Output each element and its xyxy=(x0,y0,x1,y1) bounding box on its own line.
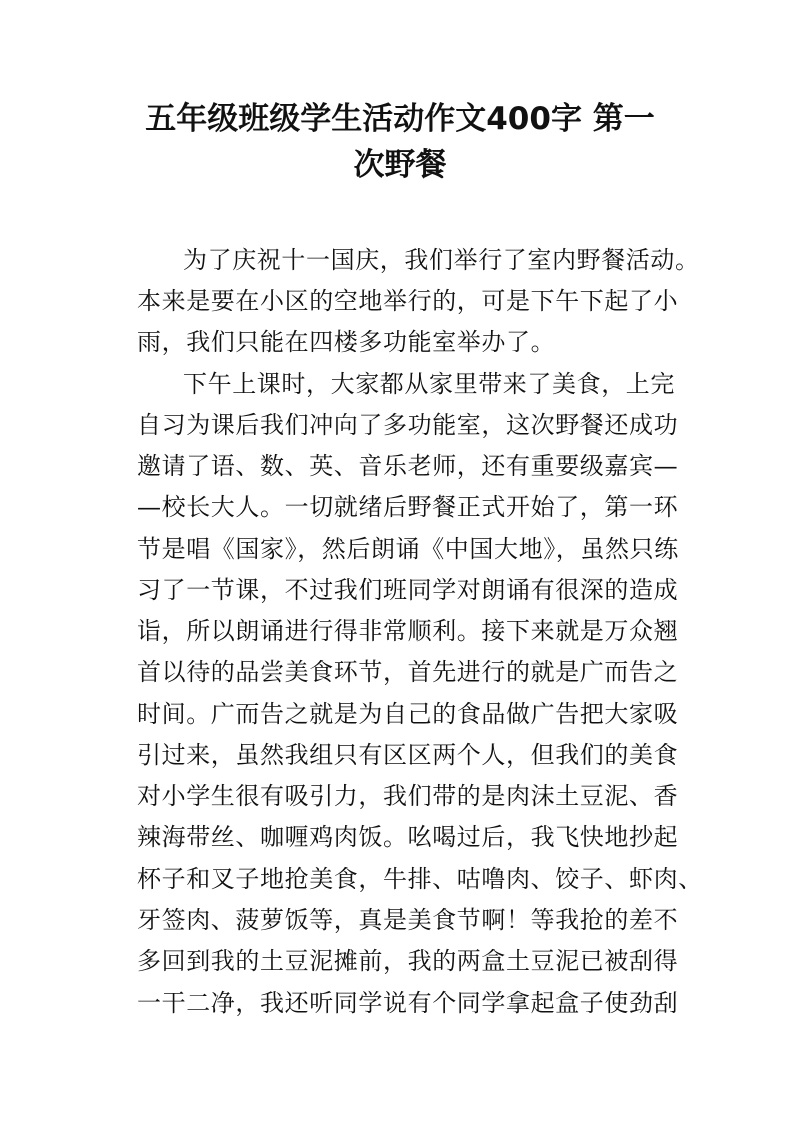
paragraph-2-line-11: 对小学生很有吸引力，我们带的是肉沫土豆泥、香 xyxy=(137,782,679,810)
paragraph-2-line-9: 时间。广而告之就是为自己的食品做广告把大家吸 xyxy=(137,700,679,728)
paragraph-2-line-7: 诣，所以朗诵进行得非常顺利。接下来就是万众翘 xyxy=(137,617,679,645)
title-line-1: 五年级班级学生活动作文400字 第一 xyxy=(145,101,655,137)
paragraph-2-line-4: —校长大人。一切就绪后野餐正式开始了，第一环 xyxy=(137,493,679,521)
paragraph-2-line-3: 邀请了语、数、英、音乐老师，还有重要级嘉宾— xyxy=(137,452,679,480)
paragraph-1-line-1: 为了庆祝十一国庆，我们举行了室内野餐活动。 xyxy=(183,246,700,274)
paragraph-1-line-2: 本来是要在小区的空地举行的，可是下午下起了小 xyxy=(137,287,679,315)
title-line-2: 次野餐 xyxy=(353,147,447,183)
paragraph-2-line-15: 多回到我的土豆泥摊前，我的两盒土豆泥已被刮得 xyxy=(137,947,679,975)
paragraph-2-line-14: 牙签肉、菠萝饭等，真是美食节啊！等我抢的差不 xyxy=(137,906,679,934)
paragraph-2-line-10: 引过来，虽然我组只有区区两个人，但我们的美食 xyxy=(137,741,679,769)
paragraph-2-line-16: 一干二净，我还听同学说有个同学拿起盒子使劲刮 xyxy=(137,989,679,1017)
paragraph-2-line-6: 习了一节课，不过我们班同学对朗诵有很深的造成 xyxy=(137,576,679,604)
paragraph-1-line-3: 雨，我们只能在四楼多功能室举办了。 xyxy=(137,328,556,356)
paragraph-2-line-2: 自习为课后我们冲向了多功能室，这次野餐还成功 xyxy=(137,411,679,439)
paragraph-2-line-1: 下午上课时，大家都从家里带来了美食，上完 xyxy=(183,370,675,398)
paragraph-2-line-5: 节是唱《国家》，然后朗诵《中国大地》，虽然只练 xyxy=(137,535,679,563)
paragraph-2-line-13: 杯子和叉子地抢美食，牛排、咕噜肉、饺子、虾肉、 xyxy=(137,865,703,893)
paragraph-2-line-12: 辣海带丝、咖喱鸡肉饭。吆喝过后，我飞快地抄起 xyxy=(137,823,679,851)
paragraph-2-line-8: 首以待的品尝美食环节，首先进行的就是广而告之 xyxy=(137,658,679,686)
